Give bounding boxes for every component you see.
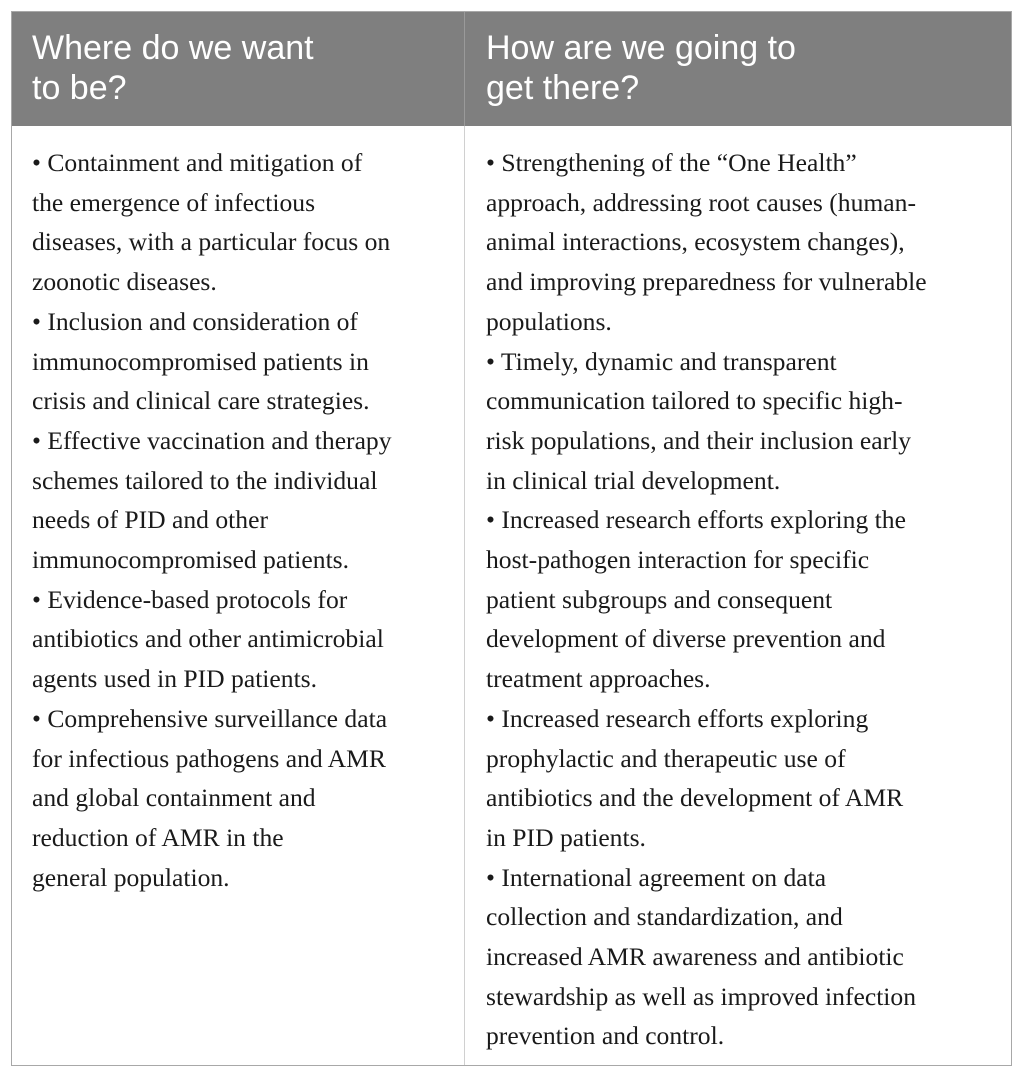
text-line: reduction of AMR in the	[32, 822, 284, 852]
text-line: communication tailored to specific high-	[486, 386, 903, 416]
text-line: host-pathogen interaction for specific	[486, 545, 870, 575]
text-line: • Evidence-based protocols for	[32, 584, 348, 614]
text-line: general population.	[32, 862, 230, 892]
text-line: and improving preparedness for vulnerable	[486, 267, 927, 297]
text-line: • Comprehensive surveillance data	[32, 703, 388, 733]
text-line: antibiotics and the development of AMR	[486, 783, 904, 813]
text-line: • Containment and mitigation of	[32, 148, 363, 177]
text-line: treatment approaches.	[486, 664, 711, 694]
text-line: patient subgroups and consequent	[486, 584, 833, 614]
text-line: schemes tailored to the individual	[32, 465, 378, 495]
column-divider	[464, 12, 465, 1065]
text-line: • Timely, dynamic and transparent	[486, 346, 837, 376]
text-line: collection and standardization, and	[486, 902, 843, 932]
text-line: agents used in PID patients.	[32, 664, 318, 694]
text-line: • Increased research efforts exploring	[486, 703, 869, 733]
text-line: diseases, with a particular focus on	[32, 227, 391, 257]
text-line: the emergence of infectious	[32, 187, 316, 217]
text-line: • Strengthening of the “One Health”	[486, 148, 857, 177]
approaches-cell	[486, 143, 1002, 1056]
text-line: increased AMR awareness and antibiotic	[486, 942, 904, 972]
text-line: prophylactic and therapeutic use of	[486, 743, 846, 773]
text-line: for infectious pathogens and AMR	[32, 743, 386, 773]
text-line: • Increased research efforts exploring the	[486, 505, 906, 535]
comparison-table	[11, 11, 1012, 1066]
text-line: needs of PID and other	[32, 505, 268, 535]
header-where: Where do we want to be?	[32, 29, 314, 107]
table-header	[12, 12, 1011, 126]
text-line: in PID patients.	[486, 822, 646, 852]
text-line: • Effective vaccination and therapy	[32, 425, 392, 455]
text-line: risk populations, and their inclusion early	[486, 425, 912, 455]
text-line: immunocompromised patients in	[32, 346, 369, 376]
header-column-divider	[464, 12, 465, 126]
text-line: approach, addressing root causes (human-	[486, 187, 916, 217]
text-line: in clinical trial development.	[486, 465, 781, 495]
text-line: stewardship as well as improved infection	[486, 981, 917, 1011]
goals-cell	[32, 143, 452, 897]
text-line: prevention and control.	[486, 1021, 725, 1051]
text-line: crisis and clinical care strategies.	[32, 386, 370, 416]
text-line: zoonotic diseases.	[32, 267, 217, 297]
text-line: • Inclusion and consideration of	[32, 306, 358, 336]
text-line: development of diverse prevention and	[486, 624, 886, 654]
text-line: antibiotics and other antimicrobial	[32, 624, 384, 654]
text-line: • International agreement on data	[486, 862, 827, 892]
header-how: How are we going to get there?	[486, 29, 796, 107]
text-line: populations.	[486, 306, 612, 336]
text-line: animal interactions, ecosystem changes),	[486, 227, 905, 257]
text-line: immunocompromised patients.	[32, 545, 350, 575]
text-line: and global containment and	[32, 783, 316, 813]
